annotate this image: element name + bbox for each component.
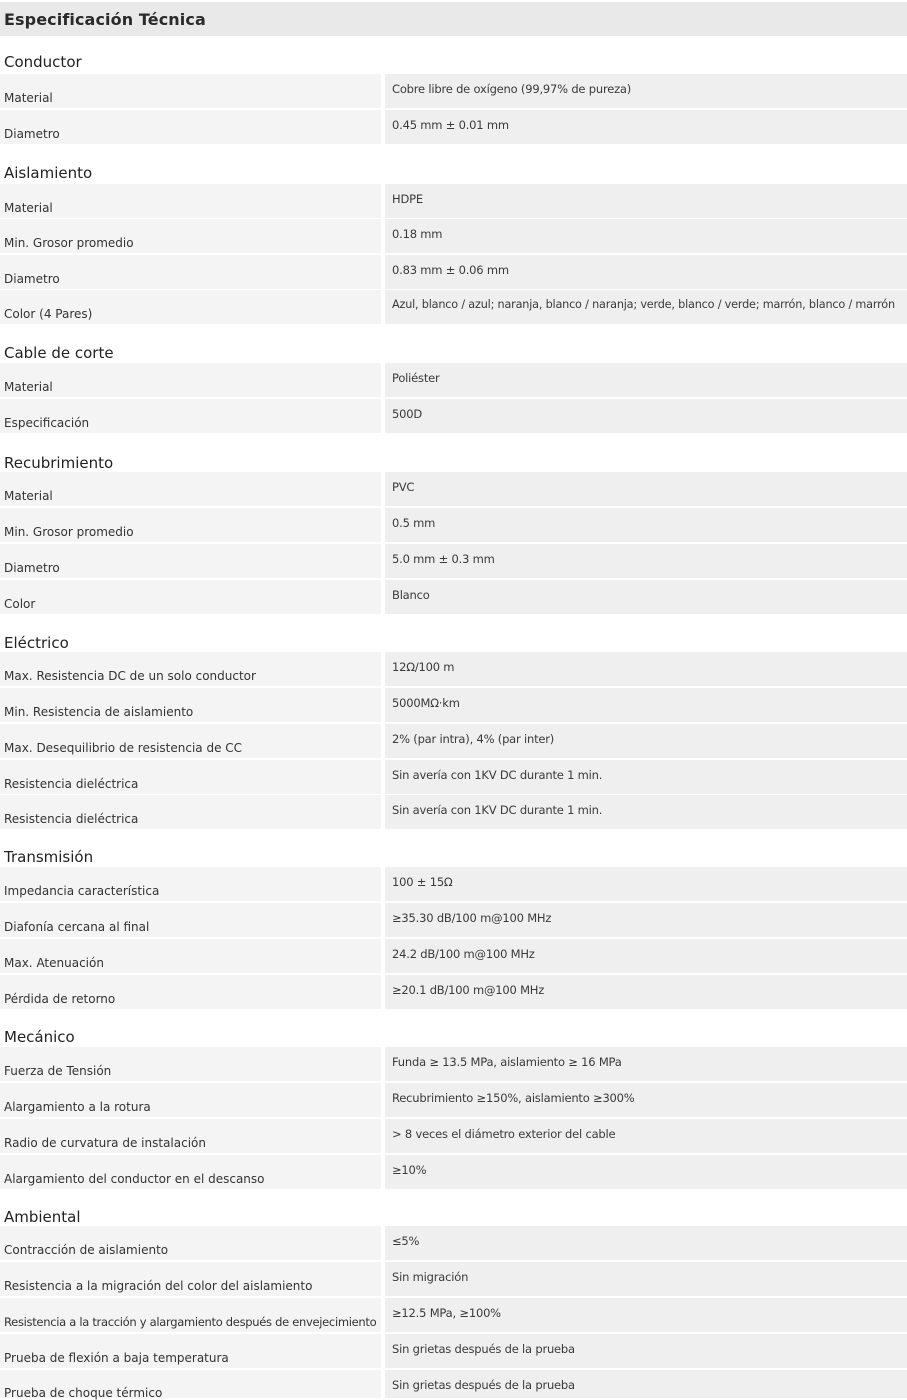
spec-value-cell xyxy=(385,255,907,289)
spec-value-cell xyxy=(385,472,907,506)
spec-value-cell xyxy=(385,1298,907,1332)
spec-label: Resistencia dieléctrica xyxy=(4,777,139,791)
spec-value: > 8 veces el diámetro exterior del cable xyxy=(392,1127,616,1141)
table-row xyxy=(0,1083,907,1117)
spec-value-cell xyxy=(385,1226,907,1260)
spec-label-cell xyxy=(0,1155,381,1189)
spec-label-cell xyxy=(0,867,381,901)
table-row xyxy=(0,724,907,758)
spec-label-cell xyxy=(0,1298,381,1332)
section-heading-ambiental: Ambiental xyxy=(4,1208,81,1226)
spec-value: Recubrimiento ≥150%, aislamiento ≥300% xyxy=(392,1091,635,1105)
spec-value: 2% (par intra), 4% (par inter) xyxy=(392,732,555,746)
spec-label: Diametro xyxy=(4,561,60,575)
spec-value: ≤5% xyxy=(392,1234,420,1248)
spec-label: Especificación xyxy=(4,416,90,430)
spec-value: 100 ± 15Ω xyxy=(392,875,453,889)
table-row xyxy=(0,544,907,578)
table-row xyxy=(0,363,907,397)
table-row xyxy=(0,219,907,253)
spec-value: Sin avería con 1KV DC durante 1 min. xyxy=(392,768,603,782)
spec-label-cell xyxy=(0,1370,381,1398)
spec-label: Contracción de aislamiento xyxy=(4,1243,169,1257)
table-row xyxy=(0,110,907,144)
spec-label: Impedancia característica xyxy=(4,884,160,898)
spec-label-cell xyxy=(0,219,381,253)
spec-label-cell xyxy=(0,1083,381,1117)
spec-value: 12Ω/100 m xyxy=(392,660,455,674)
table-row xyxy=(0,903,907,937)
spec-label: Resistencia dieléctrica xyxy=(4,812,139,826)
table-row xyxy=(0,760,907,794)
spec-label-cell xyxy=(0,652,381,686)
spec-label: Max. Desequilibrio de resistencia de CC xyxy=(4,741,243,755)
spec-label-cell xyxy=(0,508,381,542)
spec-value-cell xyxy=(385,290,907,324)
section-heading-mecanico: Mecánico xyxy=(4,1028,75,1046)
table-row xyxy=(0,652,907,686)
spec-label: Alargamiento a la rotura xyxy=(4,1100,151,1114)
spec-value: 0.18 mm xyxy=(392,227,443,241)
spec-value-cell xyxy=(385,580,907,614)
spec-value-cell xyxy=(385,1155,907,1189)
table-row xyxy=(0,74,907,108)
spec-label: Material xyxy=(4,91,53,105)
spec-value: 5.0 mm ± 0.3 mm xyxy=(392,552,495,566)
spec-label: Material xyxy=(4,201,53,215)
table-row xyxy=(0,1334,907,1368)
spec-label-cell xyxy=(0,1226,381,1260)
spec-value: Cobre libre de oxígeno (99,97% de pureza) xyxy=(392,82,632,96)
spec-value: Azul, blanco / azul; naranja, blanco / naranja; verde, blanco / verde; marrón, blanco / marrón xyxy=(392,298,895,311)
table-row xyxy=(0,472,907,506)
spec-label-cell xyxy=(0,580,381,614)
section-heading-cable-de-corte: Cable de corte xyxy=(4,344,114,362)
spec-value-cell xyxy=(385,1083,907,1117)
spec-value-cell xyxy=(385,1119,907,1153)
section-heading-aislamiento: Aislamiento xyxy=(4,164,93,182)
spec-value-cell xyxy=(385,795,907,829)
spec-label-cell xyxy=(0,399,381,433)
spec-value-cell xyxy=(385,184,907,218)
section-heading-electrico: Eléctrico xyxy=(4,634,69,652)
spec-value-cell xyxy=(385,867,907,901)
spec-label: Fuerza de Tensión xyxy=(4,1064,112,1078)
spec-label-cell xyxy=(0,74,381,108)
spec-value: ≥12.5 MPa, ≥100% xyxy=(392,1306,501,1320)
spec-value-cell xyxy=(385,544,907,578)
spec-label-cell xyxy=(0,363,381,397)
spec-value-cell xyxy=(385,110,907,144)
spec-label: Material xyxy=(4,489,53,503)
spec-value: HDPE xyxy=(392,192,423,206)
spec-value-cell xyxy=(385,652,907,686)
spec-label: Diafonía cercana al final xyxy=(4,920,150,934)
spec-label: Color (4 Pares) xyxy=(4,307,93,321)
spec-label-cell xyxy=(0,184,381,218)
spec-label-cell xyxy=(0,1047,381,1081)
spec-label: Diametro xyxy=(4,272,60,286)
spec-value: Sin migración xyxy=(392,1270,469,1284)
spec-value: 0.5 mm xyxy=(392,516,436,530)
spec-label-cell xyxy=(0,544,381,578)
spec-label-cell xyxy=(0,110,381,144)
section-heading-recubrimiento: Recubrimiento xyxy=(4,454,114,472)
spec-value: 0.45 mm ± 0.01 mm xyxy=(392,118,509,132)
spec-value: Funda ≥ 13.5 MPa, aislamiento ≥ 16 MPa xyxy=(392,1055,622,1069)
spec-label: Resistencia a la tracción y alargamiento después de envejecimiento xyxy=(4,1315,377,1329)
table-row xyxy=(0,508,907,542)
table-row xyxy=(0,939,907,973)
spec-value: Sin avería con 1KV DC durante 1 min. xyxy=(392,803,603,817)
spec-value-cell xyxy=(385,1047,907,1081)
spec-label-cell xyxy=(0,975,381,1009)
table-row xyxy=(0,688,907,722)
spec-value: ≥35.30 dB/100 m@100 MHz xyxy=(392,911,552,925)
spec-label-cell xyxy=(0,1119,381,1153)
spec-label: Prueba de choque térmico xyxy=(4,1386,163,1400)
spec-value-cell xyxy=(385,363,907,397)
spec-label-cell xyxy=(0,724,381,758)
spec-value: 5000MΩ·km xyxy=(392,696,460,710)
spec-value: Sin grietas después de la prueba xyxy=(392,1342,575,1356)
spec-value-cell xyxy=(385,903,907,937)
spec-value: ≥10% xyxy=(392,1163,427,1177)
table-row xyxy=(0,1047,907,1081)
spec-value-cell xyxy=(385,975,907,1009)
spec-value-cell xyxy=(385,724,907,758)
spec-value-cell xyxy=(385,219,907,253)
table-row xyxy=(0,1155,907,1189)
page-title: Especificación Técnica xyxy=(4,10,206,29)
spec-label: Max. Resistencia DC de un solo conductor xyxy=(4,669,256,683)
spec-value: 500D xyxy=(392,407,423,421)
spec-label: Pérdida de retorno xyxy=(4,992,116,1006)
table-row xyxy=(0,1226,907,1260)
table-row xyxy=(0,580,907,614)
spec-label: Max. Atenuación xyxy=(4,956,104,970)
table-row xyxy=(0,975,907,1009)
spec-label: Alargamiento del conductor en el descanso xyxy=(4,1172,265,1186)
spec-label-cell xyxy=(0,1262,381,1296)
spec-value-cell xyxy=(385,1370,907,1398)
spec-label: Min. Resistencia de aislamiento xyxy=(4,705,194,719)
spec-value-cell xyxy=(385,399,907,433)
section-heading-conductor: Conductor xyxy=(4,53,82,71)
spec-label: Material xyxy=(4,380,53,394)
spec-label-cell xyxy=(0,688,381,722)
spec-label: Min. Grosor promedio xyxy=(4,525,134,539)
spec-label-cell xyxy=(0,1334,381,1368)
table-row xyxy=(0,867,907,901)
spec-value-cell xyxy=(385,760,907,794)
spec-label-cell xyxy=(0,290,381,324)
spec-value: Poliéster xyxy=(392,371,440,385)
spec-value: Blanco xyxy=(392,588,430,602)
spec-value-cell xyxy=(385,1262,907,1296)
spec-label: Resistencia a la migración del color del aislamiento xyxy=(4,1279,313,1293)
spec-value-cell xyxy=(385,688,907,722)
table-row xyxy=(0,795,907,829)
table-row xyxy=(0,1119,907,1153)
spec-label: Radio de curvatura de instalación xyxy=(4,1136,206,1150)
table-row xyxy=(0,184,907,218)
table-row xyxy=(0,255,907,289)
table-row xyxy=(0,399,907,433)
spec-value-cell xyxy=(385,1334,907,1368)
spec-label-cell xyxy=(0,472,381,506)
spec-label: Prueba de flexión a baja temperatura xyxy=(4,1351,229,1365)
spec-label-cell xyxy=(0,903,381,937)
spec-label: Color xyxy=(4,597,36,611)
spec-label-cell xyxy=(0,255,381,289)
spec-value: 24.2 dB/100 m@100 MHz xyxy=(392,947,535,961)
title-bar xyxy=(0,2,907,36)
spec-value: ≥20.1 dB/100 m@100 MHz xyxy=(392,983,545,997)
section-heading-transmision: Transmisión xyxy=(4,848,94,866)
spec-value: 0.83 mm ± 0.06 mm xyxy=(392,263,509,277)
spec-label-cell xyxy=(0,939,381,973)
table-row xyxy=(0,1370,907,1398)
table-row xyxy=(0,1262,907,1296)
table-row xyxy=(0,290,907,324)
spec-label-cell xyxy=(0,760,381,794)
spec-value: Sin grietas después de la prueba xyxy=(392,1378,575,1392)
table-row xyxy=(0,1298,907,1332)
spec-value: PVC xyxy=(392,480,415,494)
spec-value-cell xyxy=(385,939,907,973)
spec-label-cell xyxy=(0,795,381,829)
spec-label: Min. Grosor promedio xyxy=(4,236,134,250)
spec-label: Diametro xyxy=(4,127,60,141)
spec-value-cell xyxy=(385,74,907,108)
spec-value-cell xyxy=(385,508,907,542)
